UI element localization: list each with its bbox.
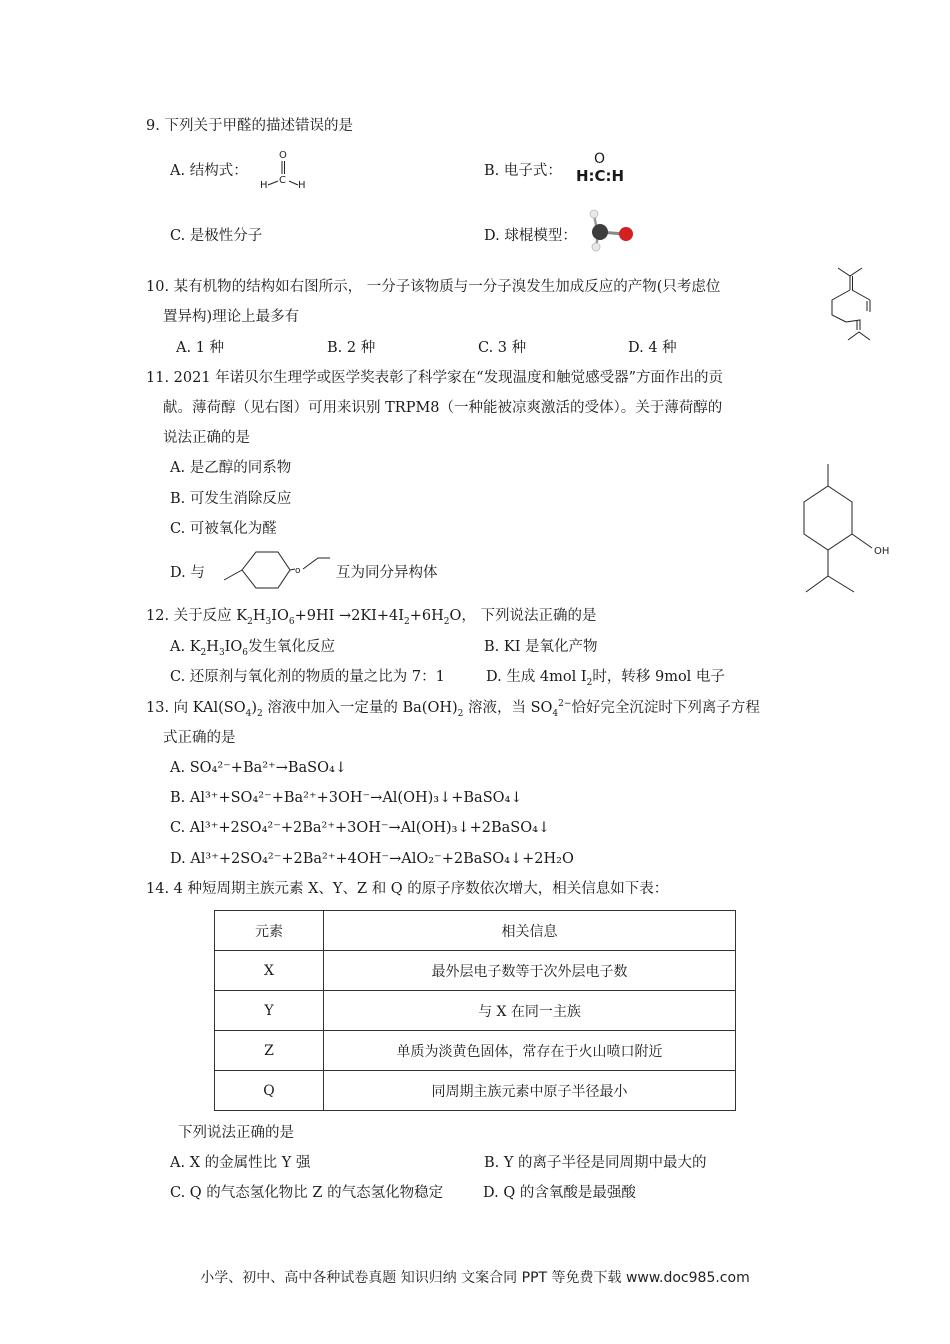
formaldehyde-structural-formula: [258, 146, 310, 192]
q12-a-k: K: [189, 639, 201, 655]
ball-stick-model-image: [586, 208, 638, 254]
q10-option-a: A. 1 种: [176, 340, 225, 356]
q12-a-h: H: [206, 639, 219, 655]
q12-stem-end: O， 下列说法正确的是: [449, 608, 597, 624]
q13-option-a: A. SO₄²⁻+Ba²⁺→BaSO₄↓: [170, 760, 347, 776]
q12-io: IO: [271, 608, 289, 624]
q12-option-a: A. $K_2H_3IO_6$发生氧化反应: [170, 639, 336, 658]
q11-option-a: A. 是乙醇的同系物: [170, 460, 292, 476]
table-cell: 同周期主族元素中原子半径最小: [324, 1071, 736, 1111]
q10-option-c: C. 3 种: [478, 340, 527, 356]
q14-option-a: A. X 的金属性比 Y 强: [170, 1155, 311, 1171]
struct-h2: H: [298, 180, 306, 191]
table-cell: Y: [215, 991, 324, 1031]
q10-molecule-structure: [826, 260, 878, 344]
electron-formula: H:C:H: [576, 167, 625, 185]
q11-option-c: C. 可被氧化为醛: [170, 521, 277, 537]
q13-prefix: 13. 向 KAl(SO: [146, 700, 246, 716]
q9-option-b: B. 电子式：: [484, 163, 562, 179]
menthol-structure: [798, 462, 894, 598]
q11-option-d-prefix: D. 与: [170, 565, 205, 581]
ether-isomer-structure: [222, 548, 334, 590]
table-row: [215, 951, 736, 991]
element-info-table: [214, 910, 736, 1111]
q12-option-c: C. 还原剂与氧化剂的物质的量之比为 7：1: [170, 669, 445, 685]
q11-stem-line3: 说法正确的是: [163, 430, 250, 446]
electron-formula-o: O: [594, 151, 606, 167]
q10-option-b: B. 2 种: [327, 340, 376, 356]
q13-option-c: C. Al³⁺+2SO₄²⁻+2Ba²⁺+3OH⁻→Al(OH)₃↓+2BaSO₄↓: [170, 820, 551, 836]
q12-d-end: 时，转移 9mol 电子: [592, 669, 725, 685]
q13-end: 恰好完全沉淀时下列离子方程: [571, 700, 760, 716]
table-row: [215, 1031, 736, 1071]
q10-stem-line1: 10. 某有机物的结构如右图所示， 一分子该物质与一分子溴发生加成反应的产物(只考虑位: [146, 279, 721, 295]
table-row: [215, 1071, 736, 1111]
q11-stem-line2: 献。薄荷醇（见右图）可用来识别 TRPM8（一种能被凉爽激活的受体）。关于薄荷醇的: [163, 400, 723, 416]
table-header-row: [215, 911, 736, 951]
ether-o-label: o: [295, 566, 301, 576]
q13-mid2: 溶液，当 SO: [467, 700, 553, 716]
q14-option-c: C. Q 的气态氢化物比 Z 的气态氢化物稳定: [170, 1185, 444, 1201]
struct-c: C: [279, 175, 286, 186]
q9-stem: 9. 下列关于甲醛的描述错误的是: [146, 118, 353, 134]
q11-option-d-suffix: 互为同分异构体: [336, 565, 438, 581]
q12-option-d: D. 生成 4mol $I_2$时，转移 9mol 电子: [486, 669, 725, 688]
q13-option-d: D. Al³⁺+2SO₄²⁻+2Ba²⁺+4OH⁻→AlO₂⁻+2BaSO₄↓+2H₂O: [170, 851, 574, 867]
q13-option-b: B. Al³⁺+SO₄²⁻+Ba²⁺+3OH⁻→Al(OH)₃↓+BaSO₄↓: [170, 790, 523, 806]
page-footer: 小学、初中、高中各种试卷真题 知识归纳 文案合同 PPT 等免费下载 www.doc985.com: [200, 1270, 750, 1286]
table-cell: 与 X 在同一主族: [324, 991, 736, 1031]
struct-h1: H: [260, 180, 268, 191]
q12-a-suffix: 发生氧化反应: [248, 639, 336, 655]
q9-option-c: C. 是极性分子: [170, 228, 263, 244]
struct-o: O: [279, 150, 287, 161]
q10-option-d: D. 4 种: [628, 340, 677, 356]
q9-option-a: A. 结构式：: [170, 163, 248, 179]
q13-stem-line2: 式正确的是: [163, 730, 236, 746]
q12-h: H: [252, 608, 266, 624]
q14-after-table: 下列说法正确的是: [178, 1125, 294, 1141]
table-cell: Z: [215, 1031, 324, 1071]
table-header-cell: 相关信息: [324, 911, 736, 951]
q12-plus9: +9HI →2KI+4I: [294, 608, 405, 624]
q12-stem: 12. 关于反应 $K_2H_3IO_6+9HI \to 2KI+4I_2+6H_2O$， 下列说法正确的是: [146, 608, 597, 627]
table-header-cell: 元素: [215, 911, 324, 951]
q11-option-b: B. 可发生消除反应: [170, 491, 292, 507]
menthol-oh-label: OH: [874, 546, 890, 557]
table-cell: 单质为淡黄色固体，常存在于火山喷口附近: [324, 1031, 736, 1071]
q13-mid: 溶液中加入一定量的 Ba(OH): [267, 700, 458, 716]
q11-stem-line1: 11. 2021 年诺贝尔生理学或医学奖表彰了科学家在“发现温度和触觉感受器”方面作出的贡: [146, 370, 724, 386]
q12-option-b: B. KI 是氧化产物: [484, 639, 598, 655]
table-cell: 最外层电子数等于次外层电子数: [324, 951, 736, 991]
q12-plus6: +6H: [409, 608, 444, 624]
q14-option-d: D. Q 的含氧酸是最强酸: [483, 1185, 636, 1201]
q14-option-b: B. Y 的离子半径是同周期中最大的: [484, 1155, 707, 1171]
q12-stem-prefix: 12. 关于反应 K: [146, 608, 248, 624]
table-row: [215, 991, 736, 1031]
q9-option-d: D. 球棍模型：: [484, 228, 577, 244]
q10-stem-line2: 置异构)理论上最多有: [163, 309, 300, 325]
table-cell: Q: [215, 1071, 324, 1111]
q13-stem-line1: 13. 向 $KAl(SO_4)_2$ 溶液中加入一定量的 $Ba(OH)_2$ 溶液，当 $SO_4^{2-}$恰好完全沉淀时下列离子方程: [146, 699, 760, 719]
q14-stem: 14. 4 种短周期主族元素 X、Y、Z 和 Q 的原子序数依次增大，相关信息如下表：: [146, 881, 669, 897]
q12-d-text: D. 生成 4mol I: [486, 669, 587, 685]
table-cell: X: [215, 951, 324, 991]
q12-a-io: IO: [224, 639, 243, 655]
